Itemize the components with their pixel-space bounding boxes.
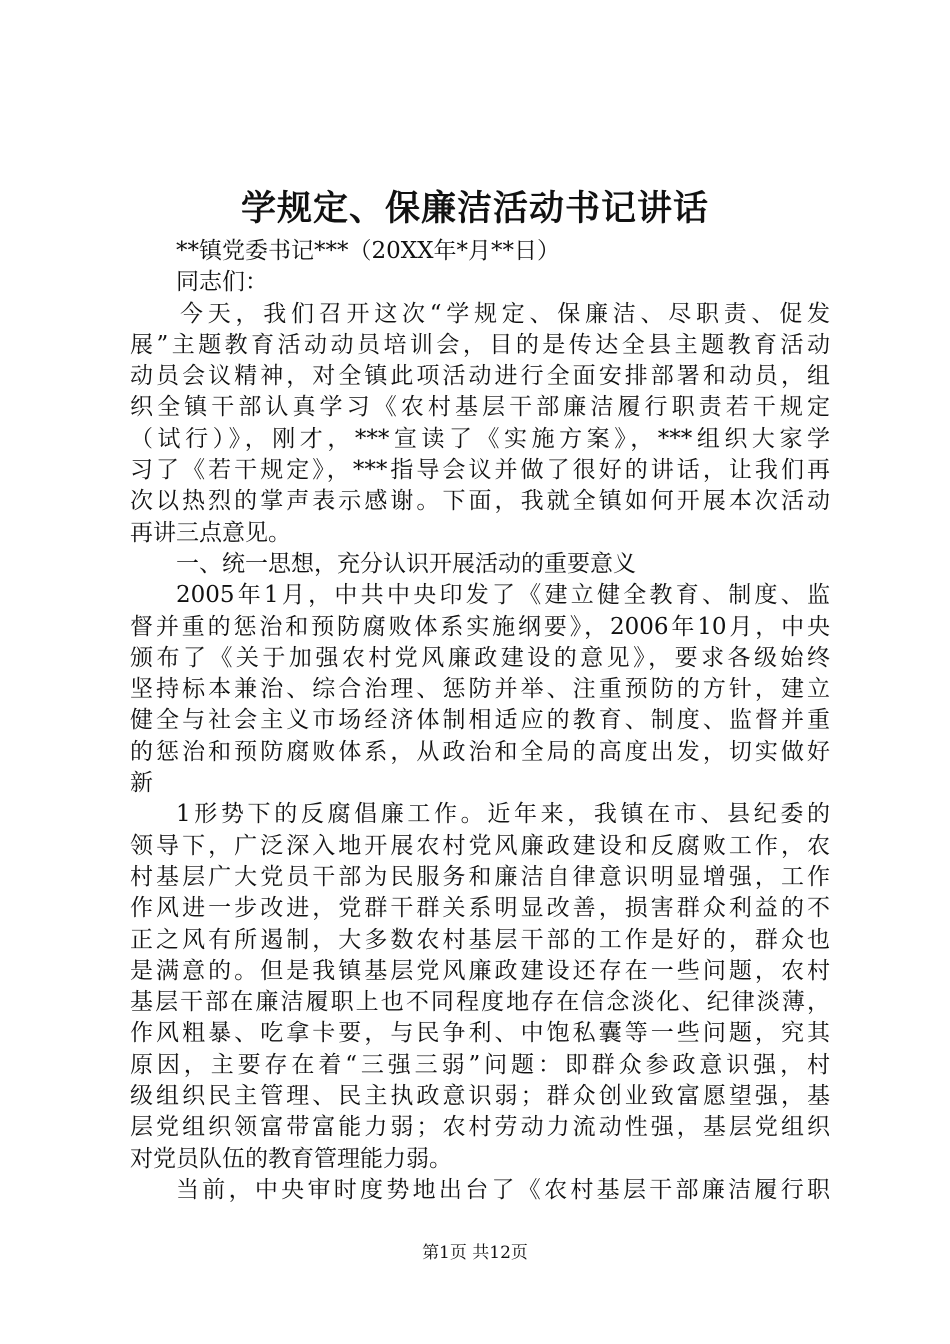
salutation: 同志们：: [176, 269, 268, 296]
paragraph-line: 颁布了《关于加强农村党风廉政建设的意见》，要求各级始终: [130, 644, 830, 671]
paragraph-line: 坚持标本兼治、综合治理、惩防并举、注重预防的方针，建立: [130, 676, 830, 703]
paragraph-line: 再讲三点意见。: [130, 519, 291, 546]
paragraph-line: 基层干部在廉洁履职上也不同程度地存在信念淡化、纪律淡薄，: [130, 989, 830, 1016]
paragraph-line: 展”主题教育活动动员培训会，目的是传达全县主题教育活动: [130, 331, 830, 358]
paragraph-2: [130, 580, 830, 799]
paragraph-line: 领导下，广泛深入地开展农村党风廉政建设和反腐败工作，农: [130, 832, 830, 859]
page-number-footer: 第1页 共12页: [422, 1243, 528, 1263]
paragraph-line: 作风进一步改进，党群干群关系明显改善，损害群众利益的不: [130, 895, 830, 922]
byline: **镇党委书记***（20XX年*月**日）: [176, 238, 561, 264]
section-heading-1: 一、统一思想，充分认识开展活动的重要意义: [176, 550, 636, 577]
paragraph-line: 村基层广大党员干部为民服务和廉洁自律意识明显增强，工作: [130, 863, 830, 890]
paragraph-4: [130, 1175, 830, 1206]
paragraph-line: 次以热烈的掌声表示感谢。下面，我就全镇如何开展本次活动: [130, 488, 830, 515]
paragraph-line: 2005年1月，中共中央印发了《建立健全教育、制度、监: [176, 582, 830, 609]
paragraph-line: 原因，主要存在着“三强三弱”问题：即群众参政意识强，村: [130, 1051, 830, 1078]
paragraph-line: 健全与社会主义市场经济体制相适应的教育、制度、监督并重: [130, 707, 830, 734]
paragraph-line: 层党组织领富带富能力弱；农村劳动力流动性强，基层党组织: [130, 1114, 830, 1141]
paragraph-line: 习了《若干规定》，***指导会议并做了很好的讲话，让我们再: [130, 457, 830, 484]
paragraph-line: 是满意的。但是我镇基层党风廉政建设还存在一些问题，农村: [130, 957, 830, 984]
paragraph-line: （试行）》，刚才，***宣读了《实施方案》，***组织大家学: [130, 425, 830, 452]
document-body: [130, 236, 830, 1206]
paragraph-3: [130, 799, 830, 1175]
paragraph-line: 织全镇干部认真学习《农村基层干部廉洁履行职责若干规定: [130, 394, 830, 421]
paragraph-line: 级组织民主管理、民主执政意识弱；群众创业致富愿望强，基: [130, 1083, 830, 1110]
document-title: 学规定、保廉洁活动书记讲话: [240, 188, 709, 229]
paragraph-line: 新: [130, 770, 153, 797]
paragraph-line: 作风粗暴、吃拿卡要，与民争利、中饱私囊等一些问题，究其: [130, 1020, 830, 1047]
paragraph-line: 对党员队伍的教育管理能力弱。: [130, 1145, 452, 1172]
paragraph-line: 今天，我们召开这次“学规定、保廉洁、尽职责、促发: [180, 300, 830, 327]
paragraph-line: 当前，中央审时度势地出台了《农村基层干部廉洁履行职: [176, 1176, 830, 1203]
paragraph-1: [130, 299, 830, 549]
paragraph-line: 正之风有所遏制，大多数农村基层干部的工作是好的，群众也: [130, 926, 830, 953]
paragraph-line: 动员会议精神，对全镇此项活动进行全面安排部署和动员，组: [130, 363, 830, 390]
paragraph-line: 督并重的惩治和预防腐败体系实施纲要》，2006年10月，中央: [130, 613, 830, 640]
paragraph-line: 的惩治和预防腐败体系，从政治和全局的高度出发，切实做好: [130, 738, 830, 765]
paragraph-line: 1形势下的反腐倡廉工作。近年来，我镇在市、县纪委的: [176, 801, 830, 828]
